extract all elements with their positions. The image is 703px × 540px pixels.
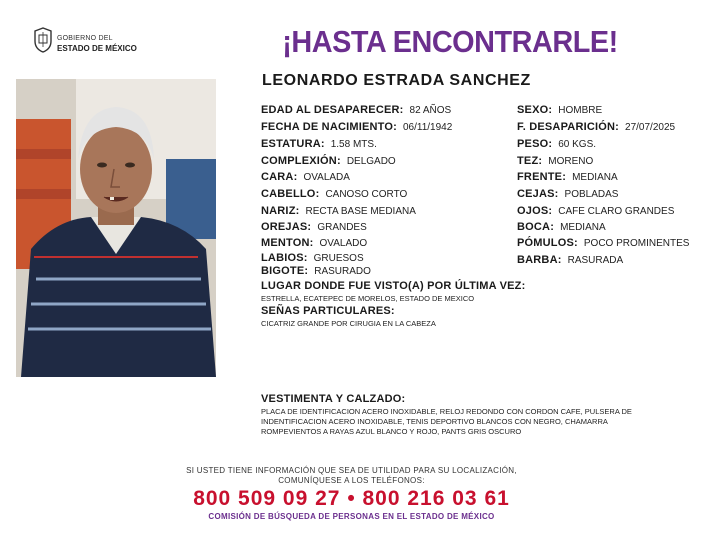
field-row xyxy=(261,104,451,116)
field-row xyxy=(517,205,674,217)
field-label: OJOS: xyxy=(517,205,553,217)
last-seen-text: ESTRELLA, ECATEPEC DE MORELOS, ESTADO DE MEXICO xyxy=(261,294,475,303)
field-row xyxy=(261,205,416,217)
person-name: LEONARDO ESTRADA SANCHEZ xyxy=(262,72,531,89)
field-label: BOCA: xyxy=(517,221,555,233)
logo-line-2: ESTADO DE MÉXICO xyxy=(57,44,137,53)
marks-title: SEÑAS PARTICULARES: xyxy=(261,305,395,317)
field-value: MEDIANA xyxy=(572,172,618,183)
logo-line-1: GOBIERNO DEL xyxy=(57,35,113,42)
field-value: HOMBRE xyxy=(558,105,603,116)
person-photo xyxy=(16,79,216,377)
last-seen-title: LUGAR DONDE FUE VISTO(A) POR ÚLTIMA VEZ: xyxy=(261,280,526,292)
field-value: GRUESOS xyxy=(313,253,364,264)
person-photo-illustration xyxy=(16,79,216,377)
field-value: OVALADO xyxy=(319,238,368,249)
field-row xyxy=(261,155,396,167)
field-value: 60 KGS. xyxy=(558,139,597,150)
field-row xyxy=(517,138,596,150)
field-value: DELGADO xyxy=(346,156,396,167)
commission-name: COMISIÓN DE BÚSQUEDA DE PERSONAS EN EL ESTADO DE MÉXICO xyxy=(208,512,495,521)
info-line-2: COMUNÍQUESE A LOS TELÉFONOS: xyxy=(278,476,425,485)
field-label: PESO: xyxy=(517,138,553,150)
field-label: ESTATURA: xyxy=(261,138,325,150)
field-row xyxy=(261,171,350,183)
field-value: MORENO xyxy=(548,156,594,167)
marks-text: CICATRIZ GRANDE POR CIRUGIA EN LA CABEZA xyxy=(261,319,436,328)
field-value: RASURADO xyxy=(314,266,371,277)
field-value: CANOSO CORTO xyxy=(325,189,408,200)
field-row xyxy=(517,104,602,116)
field-label: FECHA DE NACIMIENTO: xyxy=(261,121,397,133)
field-label: NARIZ: xyxy=(261,205,300,217)
field-value: CAFE CLARO GRANDES xyxy=(558,206,675,217)
phone-numbers: 800 509 09 27 • 800 216 03 61 xyxy=(193,487,510,510)
field-row xyxy=(261,237,367,249)
field-label: MENTON: xyxy=(261,237,314,249)
field-label: COMPLEXIÓN: xyxy=(261,155,341,167)
field-label: BARBA: xyxy=(517,254,562,266)
field-value: RECTA BASE MEDIANA xyxy=(305,206,416,217)
field-row xyxy=(517,254,623,266)
headline: ¡HASTA ENCONTRARLE! xyxy=(282,24,618,59)
field-row xyxy=(517,221,606,233)
field-label: F. DESAPARICIÓN: xyxy=(517,121,620,133)
field-label: CABELLO: xyxy=(261,188,320,200)
government-logo xyxy=(33,27,143,57)
field-row xyxy=(261,265,371,277)
field-value: GRANDES xyxy=(317,222,367,233)
field-label: CARA: xyxy=(261,171,298,183)
field-row xyxy=(517,155,593,167)
field-label: FRENTE: xyxy=(517,171,567,183)
state-seal-icon xyxy=(33,27,53,53)
field-row xyxy=(517,188,618,200)
field-label: EDAD AL DESAPARECER: xyxy=(261,104,404,116)
field-value: 06/11/1942 xyxy=(403,122,453,133)
field-value: 27/07/2025 xyxy=(625,122,676,133)
field-value: POBLADAS xyxy=(564,189,619,200)
field-value: OVALADA xyxy=(303,172,350,183)
field-row xyxy=(261,121,452,133)
field-label: PÓMULOS: xyxy=(517,237,578,249)
field-row xyxy=(261,221,367,233)
field-row xyxy=(517,237,689,249)
clothing-title: VESTIMENTA Y CALZADO: xyxy=(261,393,406,405)
field-row xyxy=(517,171,618,183)
field-label: TEZ: xyxy=(517,155,543,167)
field-value: 82 AÑOS xyxy=(409,105,452,116)
field-label: BIGOTE: xyxy=(261,265,309,277)
field-value: MEDIANA xyxy=(560,222,606,233)
clothing-text: PLACA DE IDENTIFICACION ACERO INOXIDABLE, RELOJ REDONDO CON CORDON CAFE, PULSERA DE INDENTIFICACION ACERO INOXIDABLE, TENIS DEPORTIVO BLANCOS CON NEGRO, CHAMARRA ROMPEVIENTOS A RAYAS AZUL BLANCO Y ROJO, PANTS GRIS OSCURO xyxy=(261,407,632,436)
field-row xyxy=(261,188,407,200)
field-label: OREJAS: xyxy=(261,221,312,233)
field-row xyxy=(261,252,364,264)
field-row xyxy=(517,121,675,133)
field-label: LABIOS: xyxy=(261,252,308,264)
field-label: CEJAS: xyxy=(517,188,559,200)
field-value: 1.58 MTS. xyxy=(330,139,377,150)
field-label: SEXO: xyxy=(517,104,553,116)
field-row xyxy=(261,138,377,150)
info-line-1: SI USTED TIENE INFORMACIÓN QUE SEA DE UTILIDAD PARA SU LOCALIZACIÓN, xyxy=(186,466,517,475)
field-value: POCO PROMINENTES xyxy=(583,238,690,249)
field-value: RASURADA xyxy=(567,255,624,266)
